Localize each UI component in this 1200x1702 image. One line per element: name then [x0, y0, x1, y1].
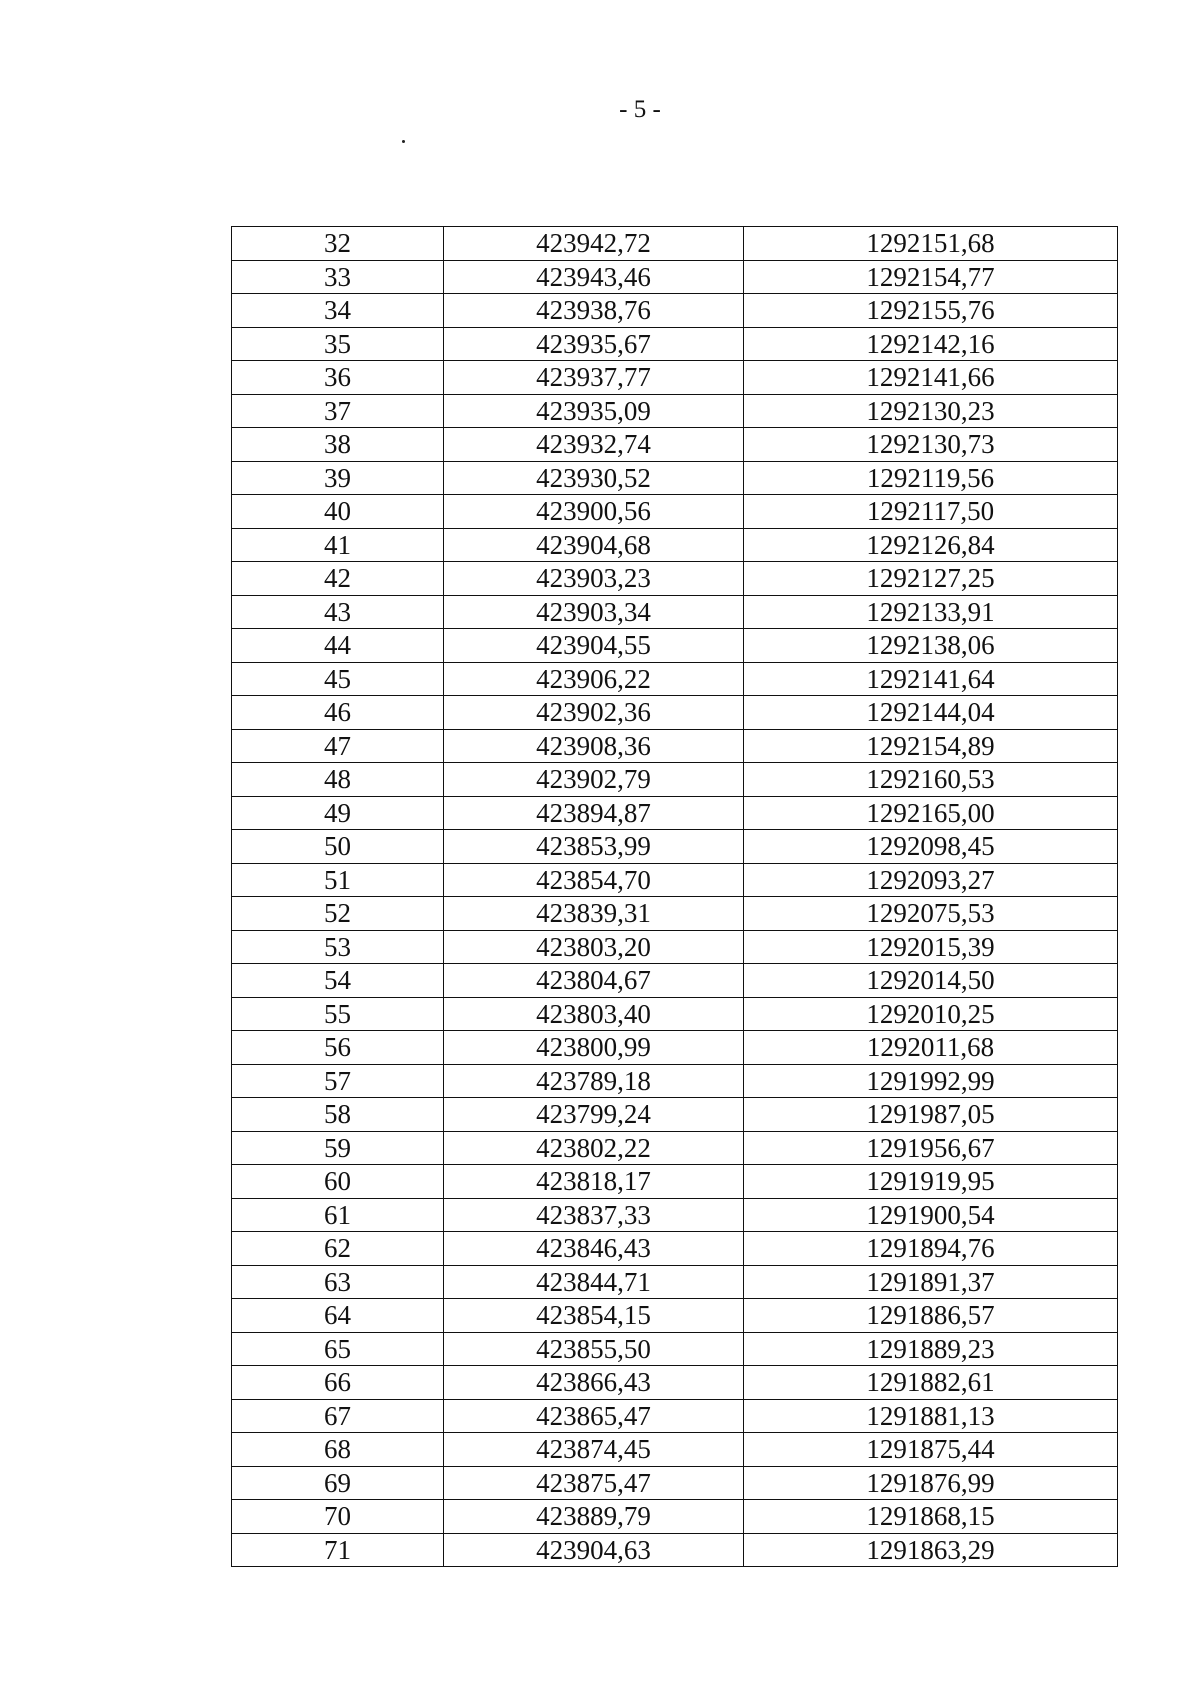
point-number-cell: 62 — [232, 1232, 444, 1266]
point-number-cell: 42 — [232, 562, 444, 596]
point-number-cell: 66 — [232, 1366, 444, 1400]
x-coordinate-cell: 423908,36 — [444, 729, 744, 763]
y-coordinate-cell: 1292126,84 — [744, 528, 1118, 562]
table-row — [232, 260, 1118, 294]
point-number-cell: 48 — [232, 763, 444, 797]
x-coordinate-cell: 423853,99 — [444, 830, 744, 864]
table-row — [232, 1198, 1118, 1232]
table-row — [232, 930, 1118, 964]
table-row — [232, 562, 1118, 596]
table-row — [232, 394, 1118, 428]
y-coordinate-cell: 1292154,77 — [744, 260, 1118, 294]
x-coordinate-cell: 423875,47 — [444, 1466, 744, 1500]
table-row — [232, 428, 1118, 462]
table-row — [232, 595, 1118, 629]
table-row — [232, 830, 1118, 864]
x-coordinate-cell: 423930,52 — [444, 461, 744, 495]
x-coordinate-cell: 423904,63 — [444, 1533, 744, 1567]
x-coordinate-cell: 423837,33 — [444, 1198, 744, 1232]
scan-speck — [402, 140, 405, 143]
table-row — [232, 1366, 1118, 1400]
point-number-cell: 58 — [232, 1098, 444, 1132]
point-number-cell: 40 — [232, 495, 444, 529]
table-row — [232, 1031, 1118, 1065]
point-number-cell: 51 — [232, 863, 444, 897]
x-coordinate-cell: 423854,70 — [444, 863, 744, 897]
y-coordinate-cell: 1291919,95 — [744, 1165, 1118, 1199]
point-number-cell: 69 — [232, 1466, 444, 1500]
point-number-cell: 47 — [232, 729, 444, 763]
point-number-cell: 35 — [232, 327, 444, 361]
point-number-cell: 38 — [232, 428, 444, 462]
x-coordinate-cell: 423904,68 — [444, 528, 744, 562]
table-row — [232, 1131, 1118, 1165]
table-row — [232, 528, 1118, 562]
y-coordinate-cell: 1292154,89 — [744, 729, 1118, 763]
point-number-cell: 33 — [232, 260, 444, 294]
point-number-cell: 36 — [232, 361, 444, 395]
point-number-cell: 50 — [232, 830, 444, 864]
table-row — [232, 495, 1118, 529]
coordinates-table-body — [232, 227, 1118, 1567]
y-coordinate-cell: 1291894,76 — [744, 1232, 1118, 1266]
table-row — [232, 1500, 1118, 1534]
point-number-cell: 68 — [232, 1433, 444, 1467]
y-coordinate-cell: 1292098,45 — [744, 830, 1118, 864]
y-coordinate-cell: 1291891,37 — [744, 1265, 1118, 1299]
y-coordinate-cell: 1291875,44 — [744, 1433, 1118, 1467]
x-coordinate-cell: 423904,55 — [444, 629, 744, 663]
point-number-cell: 60 — [232, 1165, 444, 1199]
table-row — [232, 327, 1118, 361]
point-number-cell: 53 — [232, 930, 444, 964]
table-row — [232, 1165, 1118, 1199]
table-row — [232, 662, 1118, 696]
table-row — [232, 461, 1118, 495]
y-coordinate-cell: 1292165,00 — [744, 796, 1118, 830]
point-number-cell: 71 — [232, 1533, 444, 1567]
x-coordinate-cell: 423932,74 — [444, 428, 744, 462]
y-coordinate-cell: 1292133,91 — [744, 595, 1118, 629]
y-coordinate-cell: 1292010,25 — [744, 997, 1118, 1031]
point-number-cell: 70 — [232, 1500, 444, 1534]
table-row — [232, 1433, 1118, 1467]
y-coordinate-cell: 1292075,53 — [744, 897, 1118, 931]
x-coordinate-cell: 423902,79 — [444, 763, 744, 797]
table-row — [232, 1064, 1118, 1098]
y-coordinate-cell: 1292141,66 — [744, 361, 1118, 395]
y-coordinate-cell: 1291876,99 — [744, 1466, 1118, 1500]
point-number-cell: 57 — [232, 1064, 444, 1098]
table-row — [232, 1533, 1118, 1567]
point-number-cell: 63 — [232, 1265, 444, 1299]
y-coordinate-cell: 1291956,67 — [744, 1131, 1118, 1165]
x-coordinate-cell: 423874,45 — [444, 1433, 744, 1467]
table-row — [232, 1332, 1118, 1366]
x-coordinate-cell: 423799,24 — [444, 1098, 744, 1132]
y-coordinate-cell: 1292160,53 — [744, 763, 1118, 797]
y-coordinate-cell: 1292130,73 — [744, 428, 1118, 462]
table-row — [232, 1265, 1118, 1299]
point-number-cell: 64 — [232, 1299, 444, 1333]
x-coordinate-cell: 423900,56 — [444, 495, 744, 529]
point-number-cell: 55 — [232, 997, 444, 1031]
y-coordinate-cell: 1292142,16 — [744, 327, 1118, 361]
point-number-cell: 45 — [232, 662, 444, 696]
table-row — [232, 294, 1118, 328]
table-row — [232, 1466, 1118, 1500]
x-coordinate-cell: 423935,67 — [444, 327, 744, 361]
x-coordinate-cell: 423855,50 — [444, 1332, 744, 1366]
x-coordinate-cell: 423803,20 — [444, 930, 744, 964]
table-row — [232, 763, 1118, 797]
x-coordinate-cell: 423800,99 — [444, 1031, 744, 1065]
x-coordinate-cell: 423942,72 — [444, 227, 744, 261]
x-coordinate-cell: 423943,46 — [444, 260, 744, 294]
y-coordinate-cell: 1291886,57 — [744, 1299, 1118, 1333]
point-number-cell: 49 — [232, 796, 444, 830]
x-coordinate-cell: 423865,47 — [444, 1399, 744, 1433]
x-coordinate-cell: 423903,34 — [444, 595, 744, 629]
table-row — [232, 997, 1118, 1031]
table-row — [232, 964, 1118, 998]
y-coordinate-cell: 1292138,06 — [744, 629, 1118, 663]
y-coordinate-cell: 1292127,25 — [744, 562, 1118, 596]
table-row — [232, 863, 1118, 897]
y-coordinate-cell: 1291863,29 — [744, 1533, 1118, 1567]
point-number-cell: 41 — [232, 528, 444, 562]
point-number-cell: 67 — [232, 1399, 444, 1433]
x-coordinate-cell: 423846,43 — [444, 1232, 744, 1266]
point-number-cell: 61 — [232, 1198, 444, 1232]
table-row — [232, 729, 1118, 763]
table-row — [232, 796, 1118, 830]
coordinates-table — [231, 226, 1118, 1567]
x-coordinate-cell: 423804,67 — [444, 964, 744, 998]
y-coordinate-cell: 1291987,05 — [744, 1098, 1118, 1132]
x-coordinate-cell: 423844,71 — [444, 1265, 744, 1299]
x-coordinate-cell: 423903,23 — [444, 562, 744, 596]
y-coordinate-cell: 1291868,15 — [744, 1500, 1118, 1534]
x-coordinate-cell: 423789,18 — [444, 1064, 744, 1098]
point-number-cell: 43 — [232, 595, 444, 629]
x-coordinate-cell: 423906,22 — [444, 662, 744, 696]
y-coordinate-cell: 1291881,13 — [744, 1399, 1118, 1433]
table-row — [232, 227, 1118, 261]
y-coordinate-cell: 1292117,50 — [744, 495, 1118, 529]
y-coordinate-cell: 1292015,39 — [744, 930, 1118, 964]
point-number-cell: 37 — [232, 394, 444, 428]
point-number-cell: 34 — [232, 294, 444, 328]
point-number-cell: 46 — [232, 696, 444, 730]
table-row — [232, 361, 1118, 395]
x-coordinate-cell: 423854,15 — [444, 1299, 744, 1333]
x-coordinate-cell: 423894,87 — [444, 796, 744, 830]
table-row — [232, 1399, 1118, 1433]
table-row — [232, 1299, 1118, 1333]
y-coordinate-cell: 1292119,56 — [744, 461, 1118, 495]
table-row — [232, 1098, 1118, 1132]
table-row — [232, 897, 1118, 931]
table-row — [232, 1232, 1118, 1266]
y-coordinate-cell: 1292093,27 — [744, 863, 1118, 897]
y-coordinate-cell: 1291992,99 — [744, 1064, 1118, 1098]
y-coordinate-cell: 1291882,61 — [744, 1366, 1118, 1400]
point-number-cell: 32 — [232, 227, 444, 261]
y-coordinate-cell: 1292130,23 — [744, 394, 1118, 428]
point-number-cell: 65 — [232, 1332, 444, 1366]
x-coordinate-cell: 423902,36 — [444, 696, 744, 730]
page-number: - 5 - — [619, 96, 661, 123]
x-coordinate-cell: 423866,43 — [444, 1366, 744, 1400]
point-number-cell: 52 — [232, 897, 444, 931]
y-coordinate-cell: 1292141,64 — [744, 662, 1118, 696]
point-number-cell: 54 — [232, 964, 444, 998]
y-coordinate-cell: 1292144,04 — [744, 696, 1118, 730]
point-number-cell: 39 — [232, 461, 444, 495]
table-row — [232, 696, 1118, 730]
y-coordinate-cell: 1291889,23 — [744, 1332, 1118, 1366]
x-coordinate-cell: 423889,79 — [444, 1500, 744, 1534]
point-number-cell: 44 — [232, 629, 444, 663]
x-coordinate-cell: 423818,17 — [444, 1165, 744, 1199]
x-coordinate-cell: 423935,09 — [444, 394, 744, 428]
table-row — [232, 629, 1118, 663]
x-coordinate-cell: 423839,31 — [444, 897, 744, 931]
point-number-cell: 56 — [232, 1031, 444, 1065]
x-coordinate-cell: 423803,40 — [444, 997, 744, 1031]
x-coordinate-cell: 423937,77 — [444, 361, 744, 395]
x-coordinate-cell: 423938,76 — [444, 294, 744, 328]
point-number-cell: 59 — [232, 1131, 444, 1165]
y-coordinate-cell: 1292155,76 — [744, 294, 1118, 328]
y-coordinate-cell: 1292151,68 — [744, 227, 1118, 261]
y-coordinate-cell: 1292014,50 — [744, 964, 1118, 998]
x-coordinate-cell: 423802,22 — [444, 1131, 744, 1165]
y-coordinate-cell: 1292011,68 — [744, 1031, 1118, 1065]
y-coordinate-cell: 1291900,54 — [744, 1198, 1118, 1232]
